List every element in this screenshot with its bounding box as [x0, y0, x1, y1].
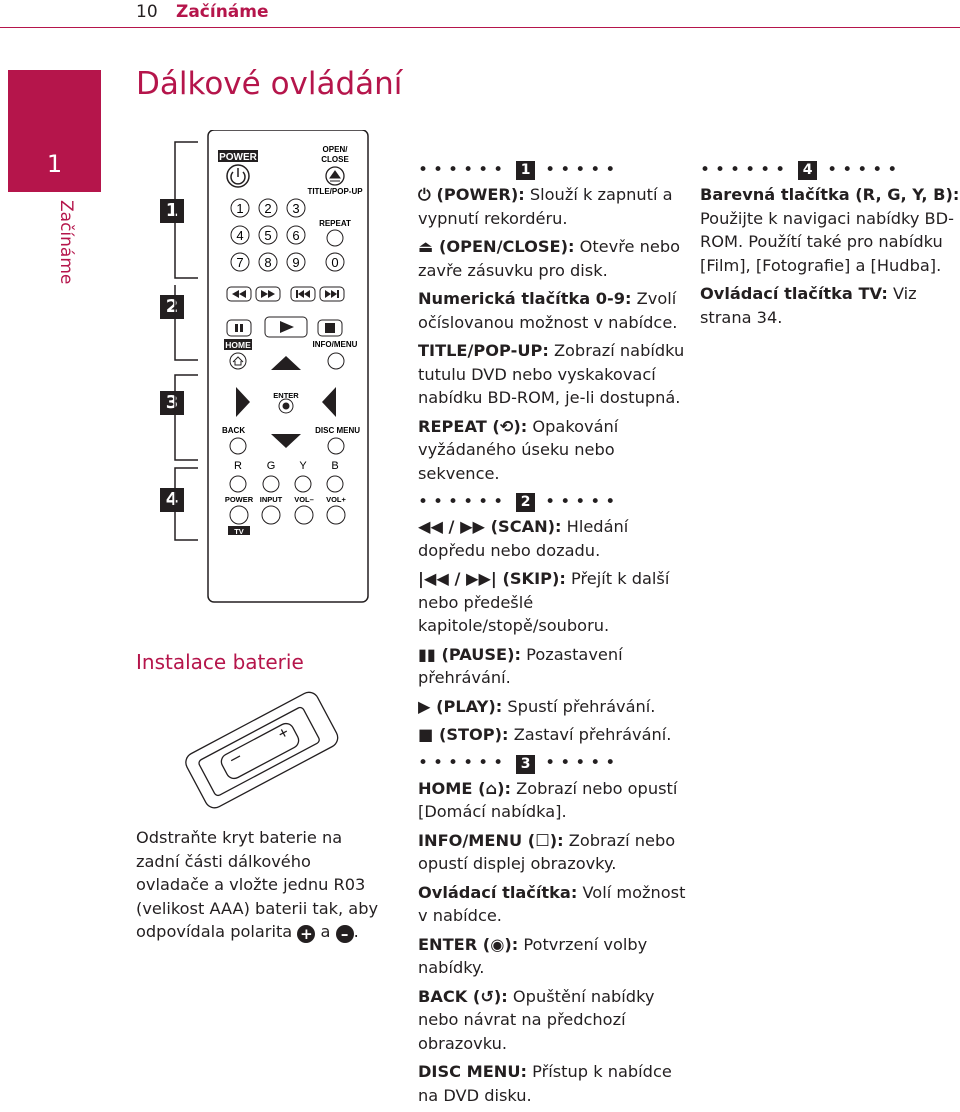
text-run: 3 [292, 201, 300, 216]
column-1 [418, 158, 688, 1112]
text-run: 5 [264, 228, 272, 243]
section-brackets [175, 142, 198, 540]
battery-text [136, 826, 384, 944]
text-run: B [331, 460, 339, 472]
text-run: Spustí přehrávání. [502, 696, 656, 716]
text-run: POWER [224, 495, 254, 504]
marker-1: 1 [160, 199, 184, 223]
text-run: 2 [516, 493, 535, 512]
stop-term: (STOP): [438, 725, 509, 744]
marker-3: 3 [160, 391, 184, 415]
text-run [182, 689, 340, 811]
pause-icon: ▮▮ [418, 644, 442, 664]
text-run: Zastaví přehrávání. [508, 725, 672, 744]
text-run [175, 468, 198, 540]
list-item [418, 1060, 688, 1107]
open-close-term: (OPEN/CLOSE): [438, 237, 575, 256]
battery-text-main: Odstraňte kryt baterie na zadní části dálkového ovladače a vložte jednu R03 (velikost AAA) baterii tak, aby odpovídala polarita [136, 828, 379, 941]
text-run: Hledání dopředu nebo dozadu. [418, 517, 629, 560]
text-run [219, 721, 302, 782]
marker-2: 2 [160, 295, 184, 319]
stop-icon [325, 323, 335, 333]
info-icon: ☐ [535, 830, 550, 850]
header-rule [0, 27, 960, 28]
text-run: ): [493, 986, 508, 1006]
list-item [418, 183, 688, 230]
power-label: POWER [219, 152, 257, 163]
list-item [418, 723, 688, 747]
text-run: Otevře nebo zavře zásuvku pro disk. [418, 237, 681, 280]
list-item [418, 515, 688, 562]
disc-menu-label: DISC MENU [315, 426, 360, 435]
text-run: Viz strana 34. [700, 284, 917, 327]
tv-label: TV [234, 527, 244, 536]
text-run [229, 728, 288, 765]
repeat-label: REPEAT [319, 219, 351, 228]
skip-term: (SKIP): [502, 569, 566, 588]
text-run: VOL– [294, 495, 314, 504]
repeat-term: REPEAT ( [418, 416, 500, 436]
text-run: Přejít k další nebo předešlé kapitole/stopě/souboru. [418, 569, 670, 635]
text-run: ): [549, 830, 564, 850]
text-run: ⏏ [418, 237, 439, 256]
pause-term: (PAUSE): [441, 644, 521, 664]
tv-controls-term: Ovládací tlačítka TV: [700, 284, 888, 303]
back-label: BACK [222, 426, 246, 435]
battery-illustration [180, 686, 340, 816]
list-item [418, 643, 688, 690]
list-item [418, 985, 688, 1056]
text-run: 4 [236, 228, 244, 243]
info-term: INFO/MENU ( [418, 830, 536, 850]
text-run: Přístup k nabídce na DVD disku. [418, 1062, 672, 1105]
remote-illustration [170, 130, 370, 610]
home-term: HOME ( [418, 778, 486, 798]
text-run: Potvrzení volby nabídky. [418, 934, 648, 977]
text-run: Opakování vyžádaného úseku nebo sekvence. [418, 416, 619, 483]
color-buttons-term: Barevná tlačítka (R, G, Y, B): [700, 185, 960, 204]
text-run [198, 706, 321, 797]
text-run: Zobrazí nebo opustí [Domácí nabídka]. [418, 778, 678, 821]
open-close-label-2: CLOSE [321, 155, 349, 164]
back-icon: ↺ [480, 986, 494, 1006]
list-item [418, 881, 688, 928]
title-popup-label: TITLE/POP-UP [307, 187, 363, 196]
back-term: BACK ( [418, 986, 481, 1006]
section-name: Začínáme [176, 2, 269, 22]
text-run: 3 [516, 755, 535, 774]
disc-menu-term: DISC MENU: [418, 1062, 527, 1081]
text-run: 4 [798, 161, 817, 180]
battery-heading: Instalace baterie [136, 650, 304, 674]
chapter-label: Začínáme [56, 200, 76, 285]
text-run: 2 [264, 201, 272, 216]
list-item [700, 183, 960, 277]
text-run: 1 [236, 201, 244, 216]
list-item [418, 287, 688, 334]
text-run: 7 [236, 255, 244, 270]
section-divider-4: •••••• 4 ••••• [700, 159, 903, 180]
power-term: (POWER): [436, 185, 525, 204]
repeat-icon: ⟲ [499, 416, 514, 436]
text-run: Opuštění nabídky nebo návrat na předchozí obrazovku. [418, 986, 655, 1053]
text-run: R [234, 460, 242, 472]
text-run: ): [504, 934, 519, 954]
home-label: HOME [225, 340, 251, 350]
text-run: 6 [292, 228, 300, 243]
section-divider-3: •••••• 3 ••••• [418, 753, 621, 774]
marker-4: 4 [160, 488, 184, 512]
play-term: (PLAY): [436, 696, 503, 716]
text-run [175, 285, 198, 360]
text-run: Zobrazí nebo opustí displej obrazovky. [418, 830, 676, 873]
list-item [418, 933, 688, 980]
list-item [418, 567, 688, 638]
controls-term: Ovládací tlačítka: [418, 882, 578, 902]
column-2 [700, 158, 960, 334]
numeric-term: Numerická tlačítka 0-9: [418, 289, 632, 308]
enter-label: ENTER [273, 391, 299, 400]
text-run: Použijte k navigaci nabídky BD-ROM. Použítí také pro nabídku [Film], [Fotografie] a [Hudba]. [700, 208, 954, 275]
title-popup-term: TITLE/POP-UP: [418, 341, 549, 360]
rewind-icon: ◀◀ [418, 517, 449, 536]
enter-icon: ◉ [490, 934, 505, 954]
chapter-label-vertical [56, 200, 96, 290]
text-run: G [266, 460, 276, 472]
stop-icon: ■ [418, 725, 439, 744]
battery-text-end: . [353, 922, 359, 941]
text-run: / [448, 517, 455, 536]
minus-icon: – [336, 925, 354, 943]
text-run: Pozastavení přehrávání. [418, 644, 623, 687]
text-run [175, 142, 198, 278]
section-divider-1: •••••• 1 ••••• [418, 159, 621, 180]
text-run: ): [513, 416, 528, 436]
plus-icon: + [297, 925, 315, 943]
chapter-number: 1 [46, 150, 63, 178]
list-item [700, 282, 960, 329]
list-item [418, 415, 688, 486]
text-run: VOL+ [326, 495, 346, 504]
battery-text-and: a [315, 922, 336, 941]
prev-icon: |◀◀ [418, 569, 455, 588]
open-close-label-1: OPEN/ [322, 145, 348, 154]
text-run [175, 375, 198, 460]
list-item [418, 777, 688, 824]
enter-term: ENTER ( [418, 934, 491, 954]
list-item [418, 695, 688, 719]
list-item [418, 339, 688, 410]
enter-icon [283, 403, 290, 410]
page-header [0, 0, 960, 28]
text-run: ): [497, 778, 511, 798]
page-title: Dálkové ovládání [136, 66, 403, 102]
text-run: Zvolí očíslovanou možnost v nabídce. [418, 289, 678, 332]
forward-icon: ▶▶ [454, 517, 491, 536]
text-run: / [454, 569, 461, 588]
text-run: Y [299, 460, 307, 472]
home-icon: ⌂ [485, 778, 498, 798]
text-run: INPUT [259, 495, 283, 504]
text-run: 8 [264, 255, 272, 270]
text-run: Volí možnost v nabídce. [418, 882, 686, 925]
text-run [182, 689, 340, 811]
text-run: ⏻ [418, 185, 437, 204]
text-run: Slouží k zapnutí a vypnutí rekordéru. [418, 185, 673, 228]
text-run: Zobrazí nabídku tutulu DVD nebo vyskakovací nabídku BD-ROM, je-li dostupná. [418, 341, 685, 407]
scan-term: (SCAN): [490, 517, 562, 536]
page-number: 10 [136, 2, 158, 22]
list-item [418, 235, 688, 282]
list-item [418, 829, 688, 876]
next-icon: ▶▶| [460, 569, 503, 588]
play-icon: ▶ [418, 696, 437, 716]
text-run: 1 [516, 161, 535, 180]
section-divider-2: •••••• 2 ••••• [418, 491, 621, 512]
info-menu-label: INFO/MENU [312, 340, 358, 349]
text-run: 9 [292, 255, 300, 270]
text-run: 0 [331, 255, 339, 270]
